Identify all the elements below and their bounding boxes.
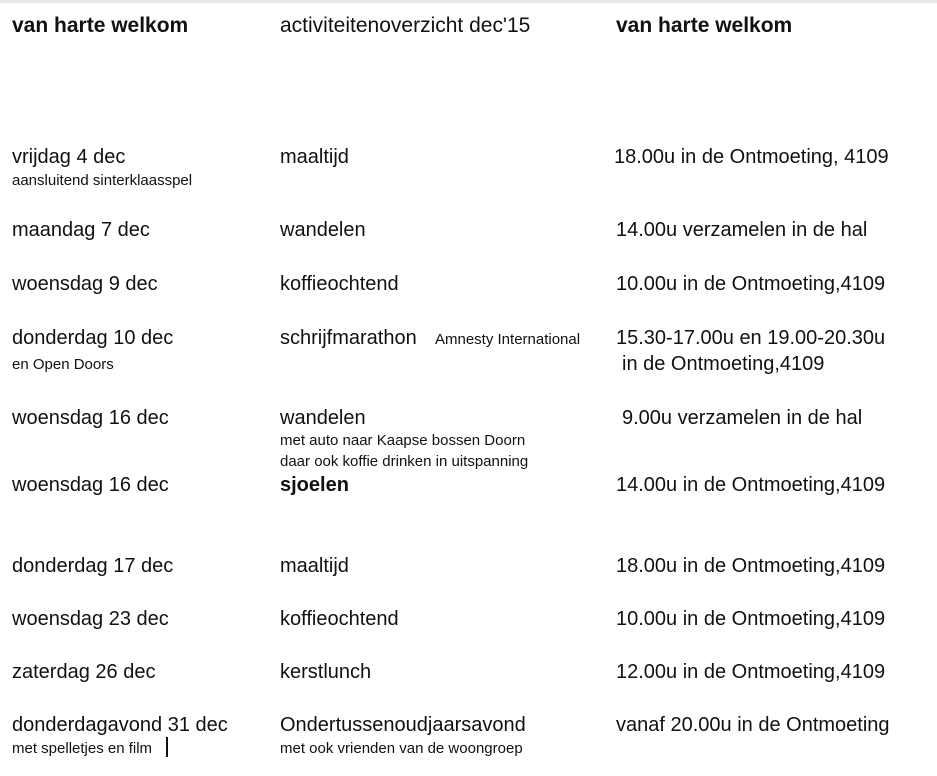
event-4-day: donderdag 10 dec [12, 327, 174, 349]
event-6-time: 14.00u in de Ontmoeting,4109 [616, 474, 886, 496]
event-10-activity-note: met ook vrienden van de woongroep [280, 740, 523, 757]
event-2-activity: wandelen [280, 219, 366, 241]
event-10-day: donderdagavond 31 dec [12, 714, 228, 736]
event-9-activity: kerstlunch [280, 661, 372, 683]
event-4-activity: schrijfmarathon [280, 327, 417, 349]
event-4-time-line-2: in de Ontmoeting,4109 [622, 353, 825, 375]
event-5-day: woensdag 16 dec [12, 407, 169, 429]
event-3-day: woensdag 9 dec [12, 273, 158, 295]
event-8-day: woensdag 23 dec [12, 608, 169, 630]
event-7-time: 18.00u in de Ontmoeting,4109 [616, 555, 886, 577]
event-10-time: vanaf 20.00u in de Ontmoeting [616, 714, 890, 736]
event-7-day: donderdag 17 dec [12, 555, 174, 577]
text-cursor [166, 737, 168, 757]
event-9-time: 12.00u in de Ontmoeting,4109 [616, 661, 886, 683]
event-9-day: zaterdag 26 dec [12, 661, 156, 683]
event-5-activity: wandelen [280, 407, 366, 429]
event-1-day-note: aansluitend sinterklaasspel [12, 172, 193, 189]
event-6-activity: sjoelen [280, 474, 349, 496]
event-5-activity-note-1: met auto naar Kaapse bossen Doorn [280, 432, 526, 449]
header-right-title: van harte welkom [616, 14, 793, 37]
event-10-activity: Ondertussenoudjaarsavond [280, 714, 526, 736]
event-5-time: 9.00u verzamelen in de hal [622, 407, 863, 429]
event-3-activity: koffieochtend [280, 273, 399, 295]
header-center-title: activiteitenoverzicht dec'15 [280, 14, 531, 37]
event-4-day-note: en Open Doors [12, 356, 114, 373]
event-8-time: 10.00u in de Ontmoeting,4109 [616, 608, 886, 630]
event-1-day: vrijdag 4 dec [12, 146, 126, 168]
event-5-activity-note-2: daar ook koffie drinken in uitspanning [280, 453, 529, 470]
event-4-activity-extra: Amnesty International [435, 331, 581, 348]
event-3-time: 10.00u in de Ontmoeting,4109 [616, 273, 886, 295]
event-1-activity: maaltijd [280, 146, 349, 168]
event-8-activity: koffieochtend [280, 608, 399, 630]
event-2-time: 14.00u verzamelen in de hal [616, 219, 868, 241]
top-rule [0, 0, 937, 3]
event-6-day: woensdag 16 dec [12, 474, 169, 496]
event-4-time: 15.30-17.00u en 19.00-20.30u [616, 327, 886, 349]
event-10-day-note: met spelletjes en film [12, 740, 153, 757]
header-left-title: van harte welkom [12, 14, 189, 37]
event-7-activity: maaltijd [280, 555, 349, 577]
event-1-time: 18.00u in de Ontmoeting, 4109 [614, 146, 889, 168]
event-2-day: maandag 7 dec [12, 219, 150, 241]
